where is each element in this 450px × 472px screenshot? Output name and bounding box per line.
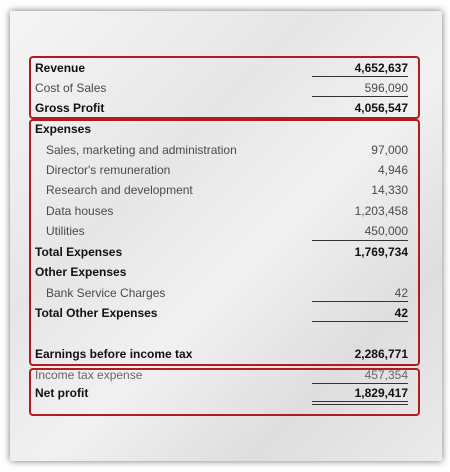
row-label: Research and development — [46, 183, 193, 197]
revenue-row — [35, 58, 408, 78]
total-other-underline — [312, 321, 408, 322]
row-label: Bank Service Charges — [46, 286, 166, 300]
row-value: 4,652,637 — [354, 61, 408, 75]
other-expenses-heading-row — [35, 262, 408, 282]
row-label: Income tax expense — [35, 368, 143, 382]
row-value: 42 — [394, 286, 408, 300]
net-profit-double-underline-bottom — [312, 404, 408, 405]
income-tax-underline — [312, 383, 408, 384]
row-label: Earnings before income tax — [35, 347, 193, 361]
bank-charges-row — [35, 283, 408, 303]
cost-of-sales-row — [35, 78, 408, 98]
utilities-row — [35, 221, 408, 241]
row-label: Director's remuneration — [46, 163, 171, 177]
row-value: 14,330 — [371, 183, 408, 197]
net-profit-row — [35, 383, 408, 403]
data-houses-row — [35, 201, 408, 221]
utilities-underline — [312, 240, 408, 241]
row-value: 42 — [394, 306, 408, 320]
sales-marketing-row — [35, 140, 408, 160]
row-label: Cost of Sales — [35, 81, 107, 95]
row-value: 2,286,771 — [354, 347, 408, 361]
row-value: 1,769,734 — [354, 245, 408, 259]
row-label: Revenue — [35, 61, 86, 75]
section-heading: Other Expenses — [35, 265, 127, 279]
expenses-heading-row — [35, 119, 408, 139]
row-value: 4,946 — [377, 163, 408, 177]
row-label: Net profit — [35, 386, 89, 400]
research-development-row — [35, 180, 408, 200]
row-label: Gross Profit — [35, 101, 105, 115]
row-value: 450,000 — [364, 224, 408, 238]
earnings-before-tax-row — [35, 344, 408, 364]
cost-of-sales-underline — [312, 96, 408, 97]
row-label: Data houses — [46, 204, 114, 218]
total-other-expenses-row — [35, 303, 408, 323]
row-label: Total Other Expenses — [35, 306, 158, 320]
gross-profit-row — [35, 98, 408, 118]
net-profit-double-underline-top — [312, 401, 408, 402]
director-remuneration-row — [35, 160, 408, 180]
row-label: Utilities — [46, 224, 85, 238]
section-heading: Expenses — [35, 122, 92, 136]
row-value: 1,203,458 — [354, 204, 408, 218]
revenue-underline — [312, 76, 408, 77]
total-expenses-row — [35, 242, 408, 262]
income-tax-row — [35, 365, 408, 385]
row-value: 596,090 — [364, 81, 408, 95]
row-label: Sales, marketing and administration — [46, 143, 237, 157]
row-value: 97,000 — [371, 143, 408, 157]
row-label: Total Expenses — [35, 245, 123, 259]
row-value: 457,354 — [364, 368, 408, 382]
row-value: 1,829,417 — [354, 386, 408, 400]
bank-charges-underline — [312, 301, 408, 302]
row-value: 4,056,547 — [354, 101, 408, 115]
